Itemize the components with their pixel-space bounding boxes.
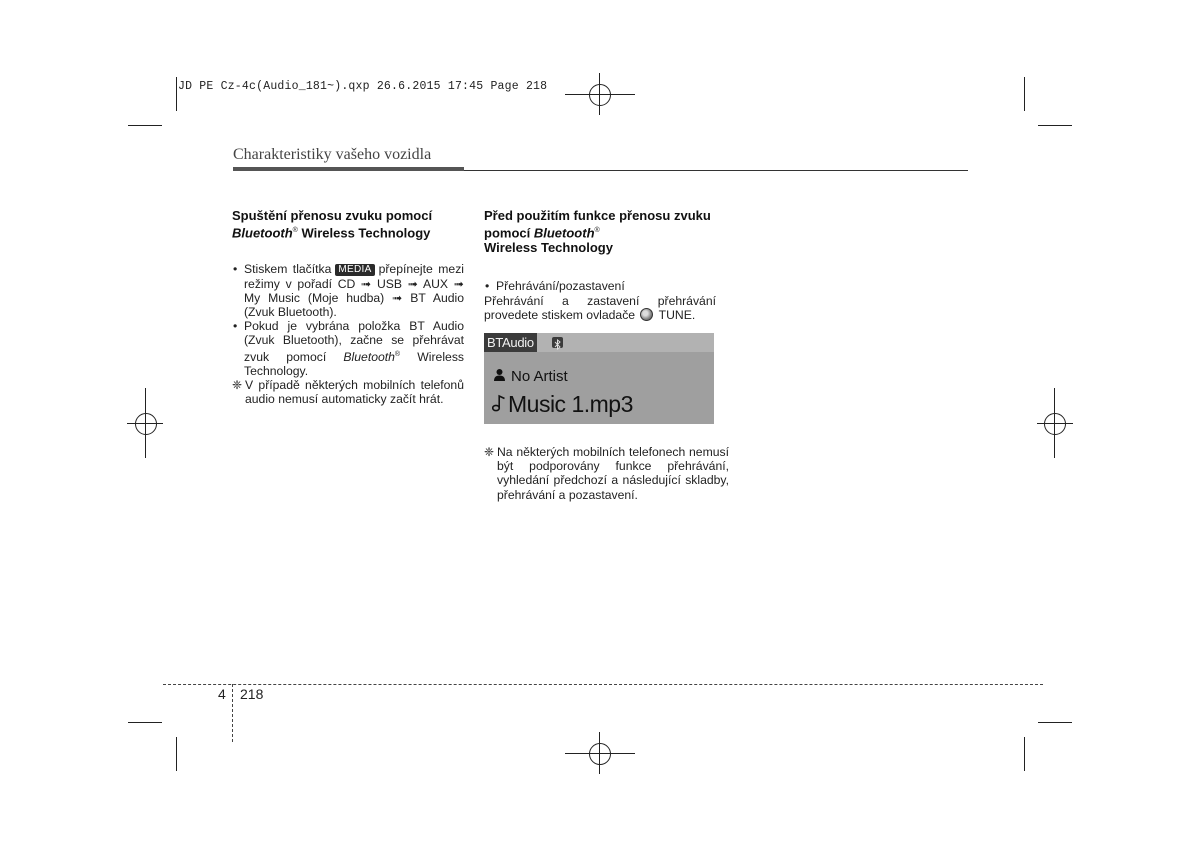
registration-mark-v (1054, 388, 1055, 458)
display-artist: No Artist (511, 368, 568, 385)
display-artist-row (493, 368, 568, 385)
crop-mark (1024, 737, 1025, 771)
bullet-text: přepínejte mezi režimy v pořadí CD ➟ USB ➟ AUX ➟ My Music (Moje hudba) ➟ BT Audio (Zvuk Bluetooth). (244, 262, 464, 319)
header-rule (233, 167, 464, 171)
display-source: BTAudio (484, 333, 537, 352)
display-song: Music 1.mp3 (508, 391, 633, 417)
footer-rule (163, 684, 1043, 685)
chapter-number: 4 (218, 686, 226, 702)
footer-divider (232, 684, 233, 742)
crop-mark (1038, 722, 1072, 723)
bullet-text: Wireless Technology. (244, 349, 465, 378)
bullet-text: Stiskem tlačítka (244, 262, 332, 277)
list-item (232, 262, 464, 319)
paragraph-text: Přehrávání a zastavení přehrávání provedete stiskem ovladače (484, 293, 716, 322)
left-column (232, 208, 464, 406)
note (232, 378, 464, 406)
registration-mark (135, 413, 157, 435)
list-item (232, 319, 464, 378)
note (484, 445, 729, 502)
audio-display (484, 333, 714, 424)
crop-mark (1024, 77, 1025, 111)
paragraph-text: TUNE. (658, 307, 696, 322)
registration-mark-h (565, 94, 635, 95)
crop-mark (176, 737, 177, 771)
page-number: 218 (240, 686, 264, 702)
heading-bluetooth: Bluetooth (533, 225, 595, 241)
registered-mark: ® (594, 227, 600, 234)
media-button-icon: MEDIA (335, 264, 374, 276)
heading-text: Před použitím funkce přenosu zvuku pomocí (484, 208, 711, 241)
registration-mark-v (145, 388, 146, 458)
heading-bluetooth: Bluetooth (232, 225, 293, 241)
right-column (484, 208, 716, 322)
list-item (484, 279, 716, 293)
registration-mark (589, 743, 611, 765)
left-heading (232, 208, 464, 240)
registration-mark-h (565, 753, 635, 754)
heading-text: Spuštění přenosu zvuku pomocí (232, 208, 433, 223)
crop-mark (128, 125, 162, 126)
person-icon (493, 368, 506, 385)
section-title: Charakteristiky vašeho vozidla (233, 146, 432, 163)
note-text: Na některých mobilních telefonech nemusí být podporovány funkce přehrávání, vyhledání předchozí a následující skladby, přehrávání a pozastavení. (497, 445, 729, 502)
note-text: V případě některých mobilních telefonů audio nemusí automaticky začít hrát. (245, 378, 464, 407)
note-mark: ❈ (232, 378, 243, 393)
bluetooth-icon (552, 337, 563, 348)
bullet-text: Přehrávání/pozastavení (496, 279, 625, 294)
registered-mark: ® (292, 227, 298, 234)
note-mark: ❈ (484, 445, 495, 459)
heading-text: Wireless Technology (297, 225, 431, 241)
paragraph (484, 294, 716, 322)
crop-mark (1038, 125, 1072, 126)
crop-mark (176, 77, 177, 111)
music-note-icon (492, 391, 506, 418)
bullet-text: Pokud je vybrána položka BT Audio (Zvuk Bluetooth), začne se přehrávat zvuk pomocí (244, 319, 464, 364)
registration-mark-v (599, 73, 600, 115)
header-rule (464, 170, 968, 171)
right-heading (484, 208, 716, 255)
registered-mark: ® (394, 350, 401, 358)
bluetooth-text: Bluetooth (343, 349, 395, 364)
tune-knob-icon (640, 308, 653, 321)
heading-text: Wireless Technology (484, 240, 613, 256)
display-song-row (492, 391, 633, 418)
crop-mark (128, 722, 162, 723)
registration-mark (1044, 413, 1066, 435)
registration-mark-v (599, 732, 600, 774)
print-slug: JD PE Cz-4c(Audio_181~).qxp 26.6.2015 17:45 Page 218 (178, 80, 548, 93)
registration-mark (589, 84, 611, 106)
registration-mark-h (1037, 423, 1073, 424)
